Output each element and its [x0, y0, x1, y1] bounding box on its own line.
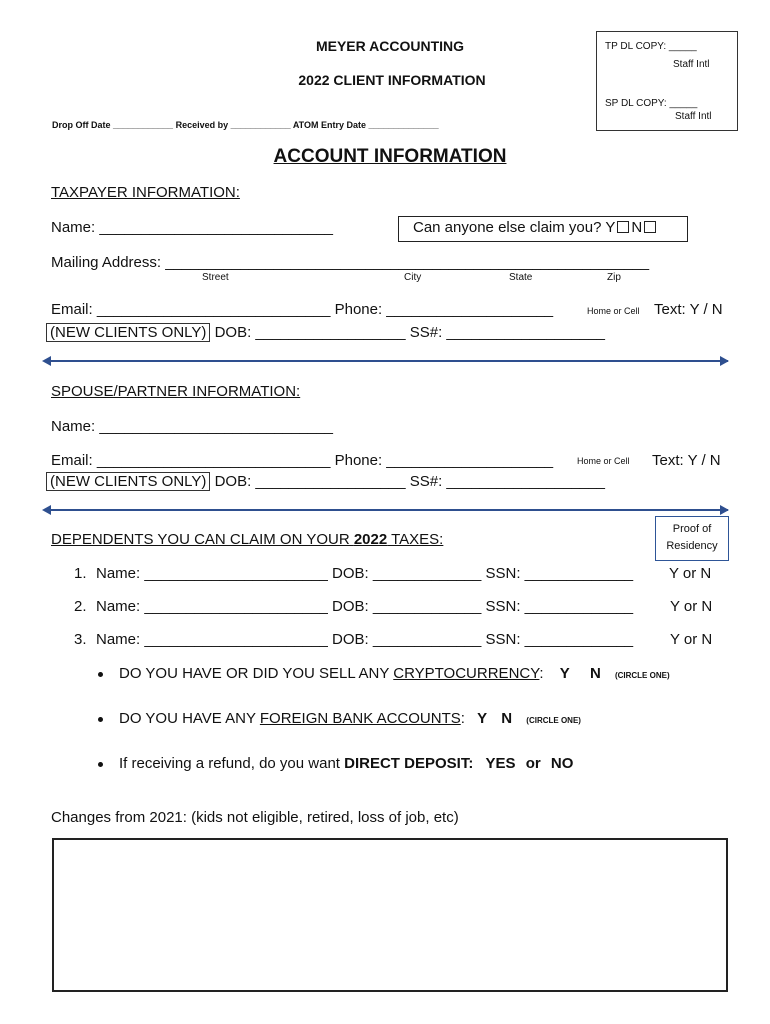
taxpayer-dob-ss-field[interactable]: DOB: __________________ SS#: ___________________ — [214, 324, 605, 341]
proof-line2: Residency — [666, 540, 718, 552]
sp-dl-copy[interactable]: SP DL COPY: _____ — [605, 98, 698, 109]
bullet-icon — [98, 672, 103, 677]
dependent-proof-yn[interactable]: Y or N — [670, 598, 713, 615]
foreign-no[interactable]: N — [501, 710, 513, 727]
dependent-row-fields[interactable]: Name: ______________________ DOB: _____________ SSN: _____________ — [96, 631, 634, 648]
dependents-heading: DEPENDENTS YOU CAN CLAIM ON YOUR 2022 TAXES: — [51, 531, 444, 548]
account-info-title: ACCOUNT INFORMATION — [273, 146, 507, 167]
bullet-icon — [98, 717, 103, 722]
spouse-email-phone-field[interactable]: Email: ____________________________ Phone: ____________________ — [51, 452, 554, 469]
spouse-heading: SPOUSE/PARTNER INFORMATION: — [51, 383, 301, 400]
divider-arrow-right — [720, 505, 729, 515]
dependent-row-fields[interactable]: Name: ______________________ DOB: _____________ SSN: _____________ — [96, 565, 634, 582]
tp-staff-initials: Staff Intl — [673, 59, 710, 70]
taxpayer-home-cell: Home or Cell — [587, 306, 640, 316]
taxpayer-text-yn[interactable]: Text: Y / N — [654, 301, 723, 318]
proof-of-residency-box — [655, 516, 729, 561]
foreign-yes[interactable]: Y — [477, 710, 488, 727]
crypto-yes[interactable]: Y — [559, 665, 570, 682]
drop-off-line[interactable]: Drop Off Date ____________ Received by ____________ ATOM Entry Date ______________ — [52, 120, 439, 130]
direct-deposit-question: If receiving a refund, do you want DIRECT DEPOSIT: YES or NO — [119, 755, 574, 772]
dependent-proof-yn[interactable]: Y or N — [670, 631, 713, 648]
claim-box — [398, 216, 688, 242]
section-divider — [44, 509, 728, 511]
crypto-circle-one: (CIRCLE ONE) — [614, 671, 670, 680]
claim-yes-checkbox[interactable] — [617, 221, 629, 233]
claim-no-label: N — [631, 219, 643, 236]
staff-copy-box — [596, 31, 738, 131]
bullet-icon — [98, 762, 103, 767]
dependent-row-number: 2. — [74, 598, 87, 615]
taxpayer-heading: TAXPAYER INFORMATION: — [51, 184, 240, 201]
mailing-address-field[interactable]: Mailing Address: __________________________________________________________ — [51, 254, 650, 271]
deposit-no[interactable]: NO — [550, 755, 574, 772]
divider-arrow-right — [720, 356, 729, 366]
crypto-question: DO YOU HAVE OR DID YOU SELL ANY CRYPTOCURRENCY: Y N (CIRCLE ONE) — [119, 665, 670, 682]
taxpayer-name-field[interactable]: Name: ____________________________ — [51, 219, 333, 236]
proof-line1: Proof of — [672, 523, 712, 535]
deposit-yes[interactable]: YES — [485, 755, 516, 772]
spouse-text-yn[interactable]: Text: Y / N — [652, 452, 721, 469]
foreign-bank-question: DO YOU HAVE ANY FOREIGN BANK ACCOUNTS: Y N (CIRCLE ONE) — [119, 710, 581, 727]
spouse-name-field[interactable]: Name: ____________________________ — [51, 418, 333, 435]
dependent-proof-yn[interactable]: Y or N — [669, 565, 712, 582]
spouse-dob-ss-field[interactable]: DOB: __________________ SS#: ___________________ — [214, 473, 605, 490]
addr-zip-label: Zip — [607, 272, 621, 283]
addr-city-label: City — [404, 272, 422, 283]
claim-question: Can anyone else claim you? Y — [413, 219, 616, 236]
form-title: 2022 CLIENT INFORMATION — [298, 72, 486, 88]
tp-dl-copy[interactable]: TP DL COPY: _____ — [605, 41, 697, 52]
dependent-row-number: 1. — [74, 565, 87, 582]
spouse-new-clients-label: (NEW CLIENTS ONLY) — [46, 472, 210, 491]
taxpayer-email-phone-field[interactable]: Email: ____________________________ Phone: ____________________ — [51, 301, 554, 318]
dependent-row-fields[interactable]: Name: ______________________ DOB: _____________ SSN: _____________ — [96, 598, 634, 615]
taxpayer-new-clients-label: (NEW CLIENTS ONLY) — [46, 323, 210, 342]
company-name: MEYER ACCOUNTING — [315, 38, 465, 54]
section-divider — [44, 360, 728, 362]
foreign-circle-one: (CIRCLE ONE) — [526, 716, 581, 725]
addr-state-label: State — [509, 272, 533, 283]
changes-label: Changes from 2021: (kids not eligible, retired, loss of job, etc) — [51, 809, 459, 826]
changes-textbox[interactable] — [52, 838, 728, 992]
claim-no-checkbox[interactable] — [644, 221, 656, 233]
dependent-row-number: 3. — [74, 631, 87, 648]
deposit-or: or — [525, 755, 541, 772]
crypto-no[interactable]: N — [589, 665, 601, 682]
sp-staff-initials: Staff Intl — [675, 111, 712, 122]
spouse-home-cell: Home or Cell — [577, 456, 630, 466]
addr-street-label: Street — [202, 272, 229, 283]
